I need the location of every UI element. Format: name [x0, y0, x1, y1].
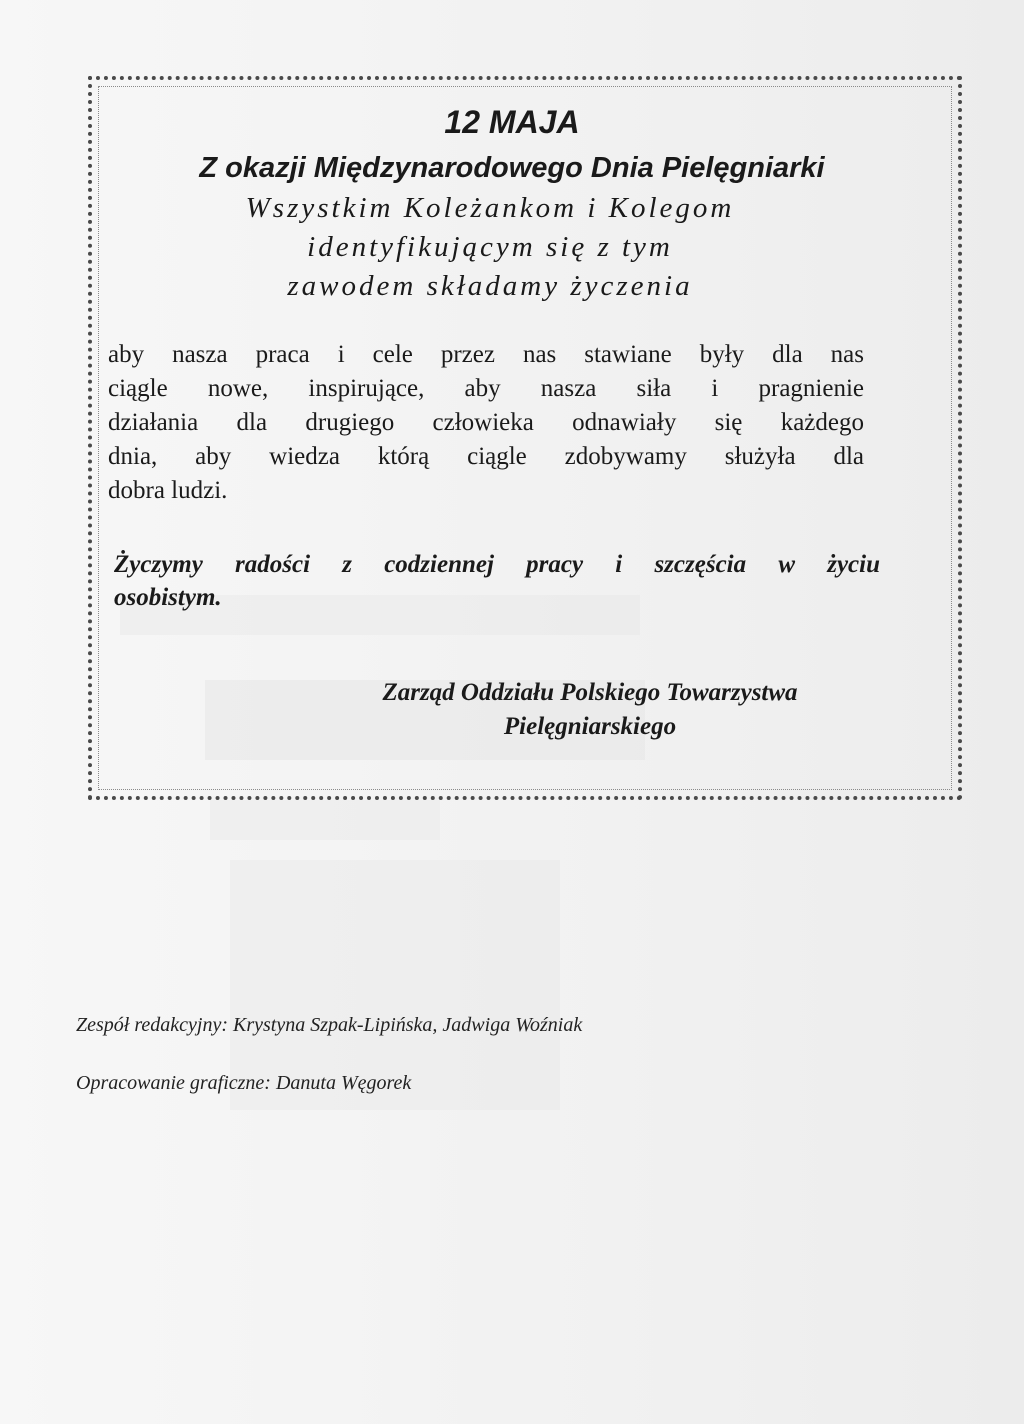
wish-line: osobistym.: [114, 584, 222, 611]
greeting-line-2: identyfikującym się z tym: [307, 231, 673, 263]
greeting-line-3: zawodem składamy życzenia: [287, 270, 693, 302]
greeting-line-1: Wszystkim Koleżankom i Kolegom: [245, 192, 735, 224]
wish-line: Życzymy radości z codziennej pracy i szczęścia w życiu: [114, 551, 880, 578]
editorial-team-credit: Zespół redakcyjny: Krystyna Szpak-Lipińska, Jadwiga Woźniak: [76, 1014, 583, 1036]
paragraph-line: aby nasza praca i cele przez nas stawiane były dla nas: [108, 341, 864, 368]
bleed-through-shape: [210, 800, 440, 840]
signature-line: Pielęgniarskiego: [503, 713, 677, 740]
signature: [300, 676, 880, 744]
card-date: 12 MAJA: [444, 104, 580, 140]
paragraph-line: ciągle nowe, inspirujące, aby nasza siła i pragnienie: [108, 375, 864, 402]
signature-line: Zarząd Oddziału Polskiego Towarzystwa: [382, 679, 798, 706]
paragraph-line: działania dla drugiego człowieka odnawiały się każdego: [108, 409, 864, 436]
graphic-design-credit: Opracowanie graficzne: Danuta Węgorek: [76, 1072, 412, 1094]
card-occasion: Z okazji Międzynarodowego Dnia Pielęgniarki: [199, 152, 825, 184]
wishes-paragraph: [108, 338, 864, 508]
paragraph-line: dobra ludzi.: [108, 477, 228, 504]
wish-paragraph: [114, 548, 880, 614]
paragraph-line: dnia, aby wiedza którą ciągle zdobywamy służyła dla: [108, 443, 864, 470]
